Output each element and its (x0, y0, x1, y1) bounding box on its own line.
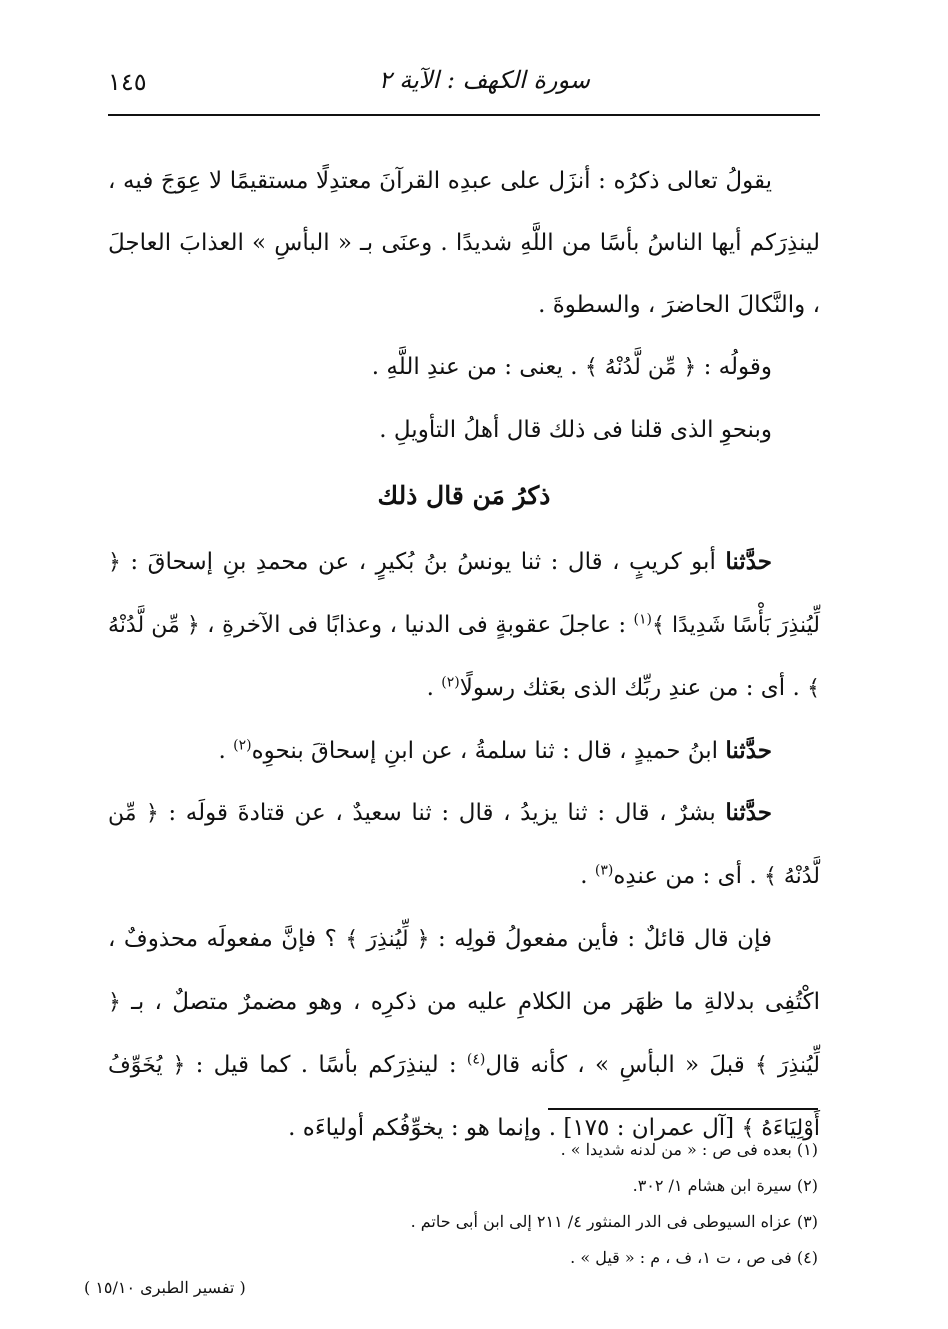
p7-text-e: [آل عمران : ١٧٥] . وإنما هو : يخوِّفُكم أولياءَه . (288, 1115, 742, 1141)
paragraph-4 (108, 531, 820, 720)
main-text (108, 150, 820, 1160)
page-header (108, 60, 820, 104)
footnotes (300, 1132, 818, 1276)
quran-quote: ﴿ لِّيُنذِرَ ﴾ (108, 990, 820, 1078)
narration-lead: حدَّثنا (725, 799, 773, 826)
footnote-rule (548, 1108, 818, 1110)
p6-end: . (580, 863, 595, 889)
footnote-3: (٣) عزاه السيوطى فى الدر المنثور ٤/ ٢١١ إلى ابن أبى حاتم . (410, 1212, 818, 1231)
p6-text-b: . أى : من عندِه (613, 863, 764, 889)
p6-text-a: بشرٌ ، قال : ثنا يزيدُ ، قال : ثنا سعيدٌ ، عن قتادةَ قولَه : (158, 800, 726, 826)
paragraph-6 (108, 782, 820, 908)
paragraph-7 (108, 908, 820, 1160)
p2-text-a: وقولُه : (696, 354, 772, 380)
paragraph-1: يقولُ تعالى ذكرُه : أنزَل على عبدِه القرآنَ معتدِلًا مستقيمًا لا عِوَجَ فيه ، لينذِرَكم أيها الناسُ بأسًا من اللَّهِ شديدًا . وعنَى بـ « البأسِ » العذابَ العاجلَ ، والنَّكالَ الحاضرَ ، والسطوةَ . (108, 168, 820, 318)
p5-text-a: ابنُ حميدٍ ، قال : ثنا سلمةُ ، عن ابنِ إسحاقَ بنحوِه (251, 738, 726, 764)
quran-quote: ﴿ يُخَوِّفُ أَوْلِيَاءَهُ ﴾ (108, 1053, 820, 1141)
p7-text-a: فإن قال قائلٌ : فأين مفعولُ قولِه : (429, 926, 772, 952)
footnote-4: (٤) فى ص ، ت ١، ف ، م : « قيل » . (570, 1248, 818, 1267)
narration-lead: حدَّثنا (725, 548, 772, 575)
footnote-2: (٢) سيرة ابن هشام ١/ ٣٠٢. (632, 1176, 818, 1195)
page-footer: ( تفسير الطبرى ١٥/١٠ ) (84, 1278, 246, 1297)
p4-text-c: . أى : من عندِ ربِّك الذى بعَثك رسولًا (459, 675, 808, 701)
p7-text-b: ؟ فإنَّ مفعولَه محذوفٌ ، اكْتُفِى بدلالةِ ما ظهَر من الكلامِ عليه من ذكرِه ، وهو مضمرٌ متصلٌ ، بـ (108, 926, 820, 1015)
section-heading: ذكرُ مَن قال ذلك (377, 481, 551, 510)
quran-quote: ﴿ مِّن لَّدُنْهُ ﴾ (108, 613, 820, 701)
footnote-1: (١) بعده فى ص : « من لدنه شديدا » . (560, 1140, 818, 1159)
p4-text-a: أبو كريبٍ ، قال : ثنا يونسُ بنُ بُكيرٍ ، عن محمدِ بنِ إسحاقَ : (120, 549, 726, 575)
p2-text-b: . يعنى : من عندِ اللَّهِ . (371, 354, 585, 380)
p5-end: . (218, 738, 234, 764)
page-number: ١٤٥ (108, 68, 147, 96)
p4-end: . (426, 675, 442, 701)
narration-lead: حدَّثنا (725, 737, 772, 764)
quran-quote: ﴿ لِّيُنذِرَ بَأْسًا شَدِيدًا ﴾ (108, 550, 821, 638)
footnote-ref: (٤) (466, 1051, 486, 1068)
footnote-ref: (١) (633, 611, 652, 628)
p7-text-c: قبلَ « البأسِ » ، كأنه قال (485, 1052, 755, 1078)
header-rule (108, 114, 820, 116)
footnote-ref: (٣) (594, 862, 614, 879)
quran-quote: ﴿ لِّيُنذِرَ ﴾ (345, 927, 430, 952)
quran-quote: ﴿ مِّن لَّدُنْهُ ﴾ (584, 355, 697, 380)
p7-text-d: : لينذِرَكم بأسًا . كما قيل : (185, 1052, 467, 1078)
p4-text-b: : عاجلَ عقوبةٍ فى الدنيا ، وعذابًا فى الآخرةِ ، (199, 612, 634, 638)
quran-quote: ﴿ مِّن لَّدُنْهُ ﴾ (108, 801, 820, 889)
paragraph-2 (108, 336, 820, 399)
running-title: سورة الكهف : الآية ٢ (378, 66, 590, 94)
paragraph-3: وبنحوِ الذى قلنا فى ذلك قال أهلُ التأويلِ . (379, 417, 772, 443)
paragraph-5 (108, 720, 820, 782)
footnote-ref: (٢) (441, 674, 460, 691)
footnote-ref: (٢) (233, 737, 252, 754)
